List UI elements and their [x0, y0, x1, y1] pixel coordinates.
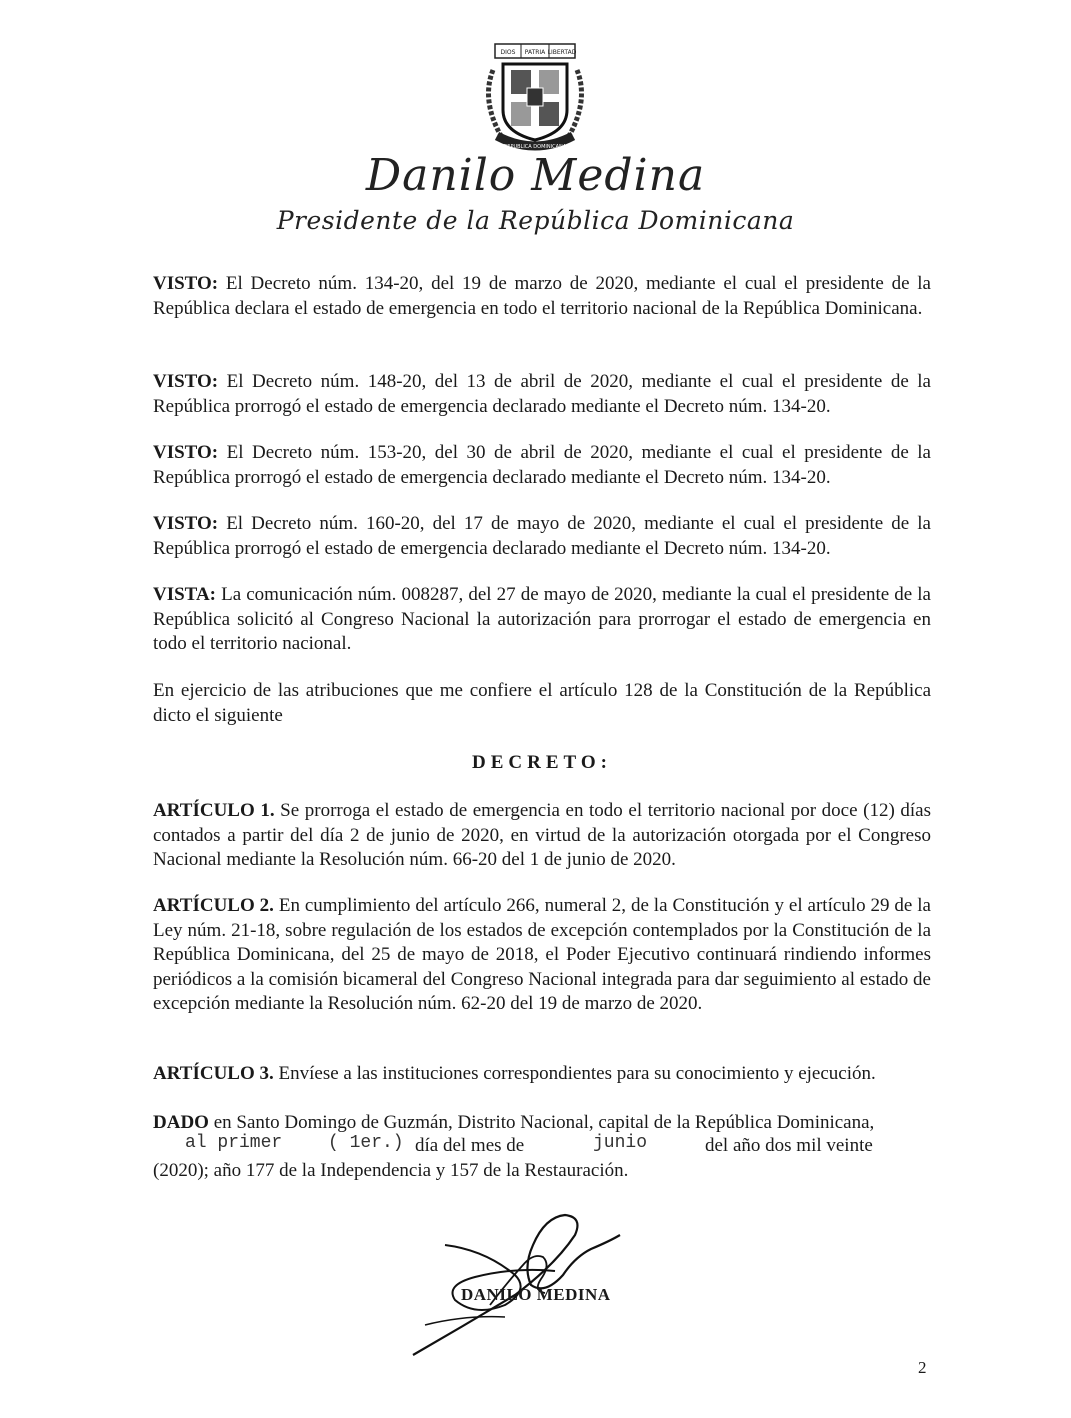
coat-of-arms-seal [473, 40, 597, 162]
paragraph-text: El Decreto núm. 153-20, del 30 de abril de 2020, mediante el cual el presidente de la República prorrogó el estado de emergencia declarado mediante el Decreto núm. 134-20. [153, 442, 931, 488]
dado-text: en Santo Domingo de Guzmán, Distrito Nacional, capital de la República Dominicana, [208, 1112, 875, 1133]
article-label: ARTÍCULO 2. [153, 895, 274, 916]
paragraph-label: VISTO: [153, 442, 219, 463]
president-title-script: Presidente de la República Dominicana [276, 206, 795, 235]
paragraph-text: En ejercicio de las atribuciones que me confiere el artículo 128 de la Constitución de la República dicto el siguiente [153, 680, 931, 726]
typed-month: junio [593, 1133, 648, 1153]
paragraph-label: VISTA: [153, 584, 216, 605]
visto-paragraph-2 [153, 370, 931, 419]
article-1 [153, 799, 931, 873]
seal-motto-2: PATRIA [524, 49, 546, 56]
article-label: ARTÍCULO 3. [153, 1063, 274, 1084]
article-label: ARTÍCULO 1. [153, 800, 275, 821]
decree-heading: DECRETO: [472, 752, 612, 773]
typed-day: al primer [185, 1133, 283, 1153]
seal-motto-1: DIOS [500, 49, 516, 56]
paragraph-label: VISTO: [153, 513, 219, 534]
dado-text-end: (2020); año 177 de la Independencia y 157 de la Restauración. [153, 1160, 629, 1181]
article-text: Envíese a las instituciones correspondientes para su conocimiento y ejecución. [273, 1063, 876, 1084]
president-name-script: Danilo Medina [365, 150, 706, 201]
dado-line-3 [153, 1159, 931, 1184]
vista-paragraph [153, 583, 931, 657]
visto-paragraph-4 [153, 512, 931, 561]
visto-paragraph-3 [153, 441, 931, 490]
page-number: 2 [918, 1358, 927, 1377]
signer-name: DANILO MEDINA [461, 1285, 611, 1304]
paragraph-label: VISTO: [153, 273, 219, 294]
paragraph-text: La comunicación núm. 008287, del 27 de mayo de 2020, mediante la cual el presidente de la República solicitó al Congreso Nacional la autorización para prorrogar el estado de emergencia en todo el territorio nacional. [153, 584, 931, 654]
article-text: En cumplimiento del artículo 266, numeral 2, de la Constitución y el artículo 29 de la Ley núm. 21-18, sobre regulación de los estados de excepción contemplados por la Constitución de la República Dominicana, del 25 de mayo de 2018, el Poder Ejecutivo continuará rindiendo informes periódicos a la comisión bicameral del Congreso Nacional integrada para dar seguimiento al estado de excepción mediante la Resolución núm. 62-20 del 19 de marzo de 2020. [153, 895, 931, 1014]
paragraph-text: El Decreto núm. 160-20, del 17 de mayo de 2020, mediante el cual el presidente de la República prorrogó el estado de emergencia declarado mediante el Decreto núm. 134-20. [153, 513, 931, 559]
visto-paragraph-1 [153, 272, 931, 321]
article-3 [153, 1062, 931, 1087]
typed-day-number: ( 1er.) [328, 1133, 404, 1153]
dado-label: DADO [153, 1112, 209, 1133]
year-text: del año dos mil veinte [705, 1135, 873, 1156]
paragraph-text: El Decreto núm. 148-20, del 13 de abril de 2020, mediante el cual el presidente de la República prorrogó el estado de emergencia declarado mediante el Decreto núm. 134-20. [153, 371, 931, 417]
paragraph-text: El Decreto núm. 134-20, del 19 de marzo de 2020, mediante el cual el presidente de la República declara el estado de emergencia en todo el territorio nacional de la República Dominicana. [153, 273, 931, 319]
seal-ribbon-text: REPUBLICA DOMINICANA [503, 144, 567, 150]
article-2 [153, 894, 931, 1017]
paragraph-label: VISTO: [153, 371, 219, 392]
seal-motto-3: LIBERTAD [547, 49, 577, 56]
dia-text: día del mes de [415, 1135, 525, 1156]
ejercicio-paragraph [153, 679, 931, 728]
article-text: Se prorroga el estado de emergencia en todo el territorio nacional por doce (12) días contados a partir del día 2 de junio de 2020, en virtud de la autorización otorgada por el Congreso Nacional mediante la Resolución núm. 66-20 del 1 de junio de 2020. [153, 800, 931, 870]
